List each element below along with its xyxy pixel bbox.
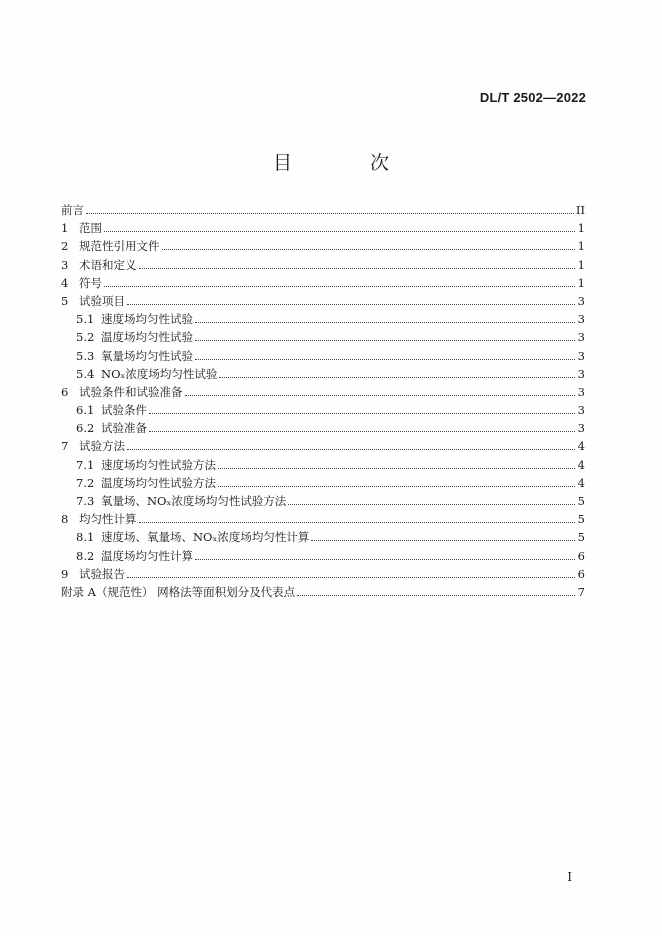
toc-entry-label: 温度场均匀性计算 [101,548,193,563]
toc-leader-dots [127,304,575,305]
toc-entry-number: 4 [61,275,69,290]
toc-entry-number: 2 [61,239,69,254]
toc-entry-page: 3 [577,403,585,418]
toc-entry-number: 6.1 [76,403,95,418]
toc-entry-label: 范围 [79,221,102,236]
toc-entry-page: 1 [577,239,585,254]
toc-entry-number: 9 [61,566,69,581]
toc-leader-dots [104,286,575,287]
toc-entry-page: 3 [577,312,585,327]
toc-entry-number: 7.3 [76,494,95,508]
toc-leader-dots [195,359,575,360]
toc-leader-dots [162,249,576,250]
toc-entry[interactable] [61,529,585,547]
toc-title: 目 次 [272,152,426,174]
toc-entry-number: 5.2 [76,330,95,345]
toc-entry[interactable] [61,348,585,366]
toc-entry-page: 1 [577,221,585,236]
toc-entry-label: 前言 [61,203,84,217]
toc-entry-page: 1 [577,275,585,290]
toc-entry-label: 均匀性计算 [79,512,137,527]
toc-leader-dots [195,559,575,560]
toc-leader-dots [219,377,575,378]
toc-entry[interactable] [61,238,585,256]
toc-leader-dots [127,449,575,450]
toc-leader-dots [86,213,574,214]
document-code: DL/T 2502—2022 [479,90,586,105]
toc-entry-number: 8.2 [76,548,95,563]
toc-entry-page: 3 [577,348,585,363]
toc-entry-number: 6.2 [76,421,95,436]
toc-entry-page: 5 [577,512,585,527]
toc-leader-dots [297,595,575,596]
toc-entry-label: 试验准备 [101,421,147,436]
toc-leader-dots [139,522,576,523]
toc-entry-page: 5 [577,494,585,508]
toc-entry-page: II [575,203,585,217]
toc-leader-dots [218,486,575,487]
toc-entry-label: 符号 [79,275,102,290]
toc-entry-number: 7.2 [76,475,95,490]
toc-entry-number: 7 [61,439,69,454]
toc-leader-dots [218,468,575,469]
toc-entry[interactable] [61,511,585,529]
toc-entry-label: 试验条件和试验准备 [79,384,183,399]
toc-entry[interactable] [61,329,585,347]
toc-entry-page: 3 [577,421,585,436]
toc-entry[interactable] [61,475,585,493]
toc-entry-label: 速度场均匀性试验 [101,312,193,327]
toc-entry-number: 7.1 [76,457,95,472]
toc-entry[interactable] [61,384,585,402]
toc-leader-dots [149,413,575,414]
toc-entry-number: 5.4 [76,366,95,381]
toc-entry-label: 规范性引用文件 [79,239,160,254]
toc-entry[interactable] [61,257,585,275]
toc-entry-label: 附录 A（规范性） 网格法等面积划分及代表点 [61,584,296,599]
toc-leader-dots [104,231,575,232]
toc-leader-dots [195,322,575,323]
toc-entry-number: 8 [61,512,69,527]
toc-leader-dots [195,340,575,341]
toc-entry[interactable] [61,548,585,566]
toc-leader-dots [127,577,575,578]
toc-entry-page: 3 [577,293,585,308]
toc-entry-label: 速度场均匀性试验方法 [101,457,216,472]
toc-entry-page: 4 [577,439,585,454]
toc-entry-label: 速度场、氧量场、NOₓ浓度场均匀性计算 [101,530,310,545]
toc-entry-page: 4 [577,475,585,490]
toc-entry-page: 1 [577,257,585,272]
toc-entry-number: 8.1 [76,530,95,545]
toc-entry[interactable] [61,311,585,329]
toc-entry-label: 温度场均匀性试验方法 [101,475,216,490]
toc-entry[interactable] [61,566,585,584]
toc-entry-number: 5 [61,293,69,308]
toc-entry-number: 5.3 [76,348,95,363]
toc-entry-page: 4 [577,457,585,472]
toc-entry[interactable] [61,220,585,238]
toc-entry[interactable] [61,275,585,293]
toc-entry-label: 术语和定义 [79,257,137,272]
toc-entry-label: 氧量场、NOₓ浓度场均匀性试验方法 [101,494,287,508]
toc-leader-dots [311,540,575,541]
toc-leader-dots [149,431,575,432]
toc-entry[interactable] [61,457,585,475]
toc-entry-label: NOₓ浓度场均匀性试验 [101,366,218,381]
toc-entry-label: 试验条件 [101,403,147,418]
toc-entry-page: 3 [577,366,585,381]
toc-entry-number: 3 [61,257,69,272]
toc-entry-label: 试验方法 [79,439,125,454]
toc-entry[interactable] [61,493,585,511]
toc-leader-dots [185,395,576,396]
toc-entry[interactable] [61,438,585,456]
toc-entry-page: 3 [577,384,585,399]
toc-entry-label: 氧量场均匀性试验 [101,348,193,363]
toc-entry[interactable] [61,420,585,438]
toc-entry-number: 6 [61,384,69,399]
toc-entry-label: 试验项目 [79,293,125,308]
toc-entry-label: 试验报告 [79,566,125,581]
toc-entry-number: 1 [61,221,69,236]
toc-entry-label: 温度场均匀性试验 [101,330,193,345]
toc-entry-page: 5 [577,530,585,545]
toc-entry[interactable] [61,584,585,602]
page-number: I [567,870,572,884]
toc-leader-dots [288,504,575,505]
toc-leader-dots [139,268,576,269]
toc-entry-page: 6 [577,566,585,581]
toc-entry-number: 5.1 [76,312,95,327]
toc-entry-page: 7 [577,584,585,599]
toc-entry[interactable] [61,293,585,311]
toc-entry[interactable] [61,366,585,384]
table-of-contents [61,202,585,602]
toc-entry[interactable] [61,202,585,220]
toc-entry-page: 3 [577,330,585,345]
toc-entry[interactable] [61,402,585,420]
toc-entry-page: 6 [577,548,585,563]
